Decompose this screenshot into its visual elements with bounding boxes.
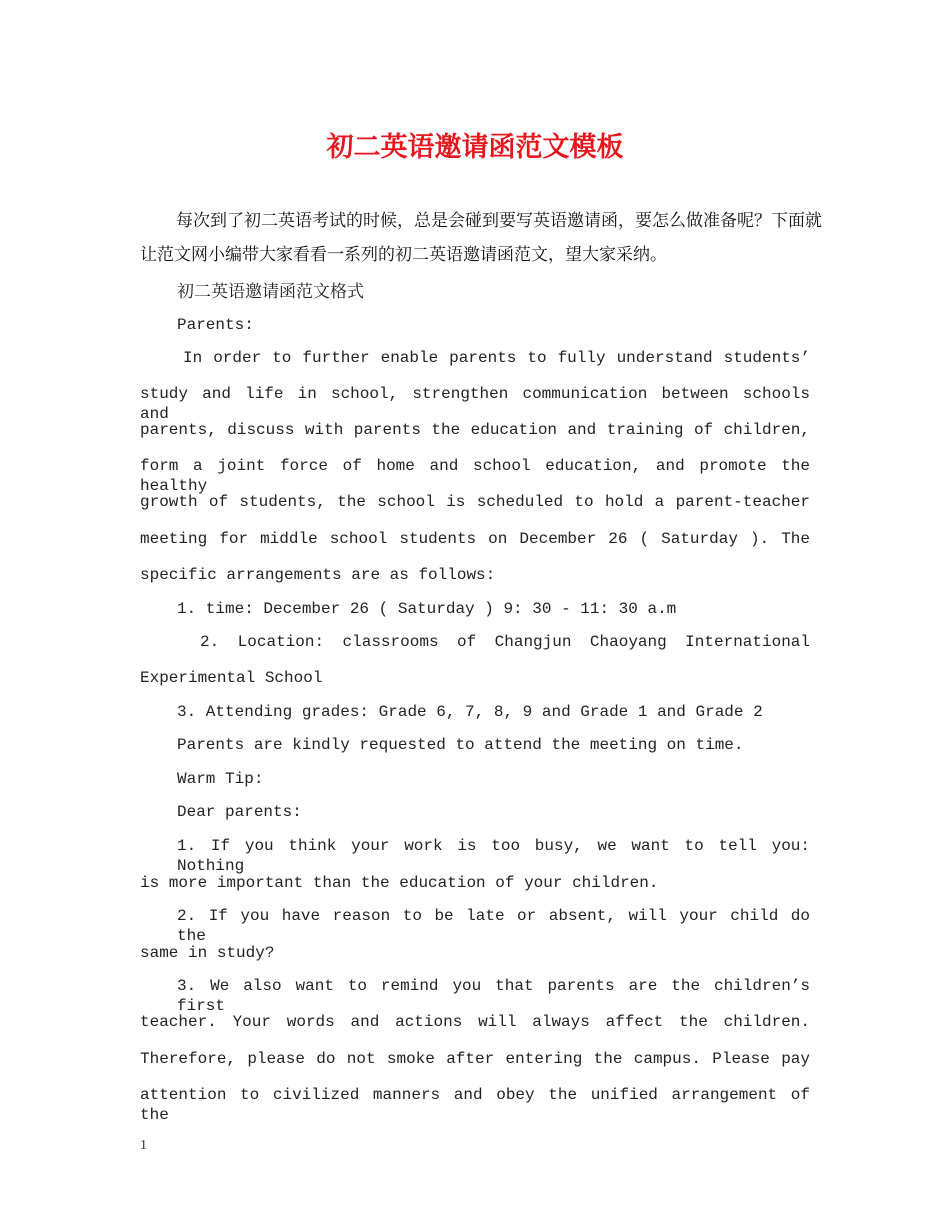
text-line: study and life in school, strengthen communication between schools and: [140, 385, 810, 423]
text-line: is more important than the education of your children.: [140, 874, 659, 892]
text-line: Warm Tip:: [177, 770, 264, 788]
text-line: 2. If you have reason to be late or absent, will your child do the: [177, 907, 810, 945]
text-line: teacher. Your words and actions will always affect the children.: [140, 1013, 810, 1031]
text-line: In order to further enable parents to fully understand students’: [183, 349, 810, 367]
text-line: attention to civilized manners and obey the unified arrangement of the: [140, 1086, 810, 1124]
text-line: Dear parents:: [177, 803, 302, 821]
document-title: 初二英语邀请函范文模板: [326, 132, 624, 163]
text-line: meeting for middle school students on December 26 ( Saturday ). The: [140, 530, 810, 548]
text-line: 2. Location: classrooms of Changjun Chaoyang International: [200, 633, 810, 651]
text-line: Parents:: [177, 316, 254, 334]
text-line: Experimental School: [140, 669, 323, 687]
page-number: 1: [140, 1138, 147, 1153]
text-line: specific arrangements are as follows:: [140, 566, 496, 584]
text-line: parents, discuss with parents the education and training of children,: [140, 421, 810, 439]
text-line: form a joint force of home and school education, and promote the healthy: [140, 457, 810, 495]
text-line: 1. If you think your work is too busy, we want to tell you: Nothing: [177, 837, 810, 875]
text-line: Parents are kindly requested to attend the meeting on time.: [177, 736, 744, 754]
section-heading: 初二英语邀请函范文格式: [177, 282, 364, 302]
text-line: 1. time: December 26 ( Saturday ) 9: 30 - 11: 30 a.m: [177, 600, 677, 618]
text-line: Therefore, please do not smoke after entering the campus. Please pay: [140, 1050, 810, 1068]
text-line: same in study?: [140, 944, 275, 962]
intro-paragraph: 每次到了初二英语考试的时候，总是会碰到要写英语邀请函，要怎么做准备呢？下面就让范文网小编带大家看看一系列的初二英语邀请函范文，望大家采纳。: [140, 211, 822, 265]
text-line: 3. We also want to remind you that parents are the children’s first: [177, 977, 810, 1015]
text-line: 3. Attending grades: Grade 6, 7, 8, 9 and Grade 1 and Grade 2: [177, 703, 763, 721]
text-line: growth of students, the school is scheduled to hold a parent-teacher: [140, 493, 810, 511]
